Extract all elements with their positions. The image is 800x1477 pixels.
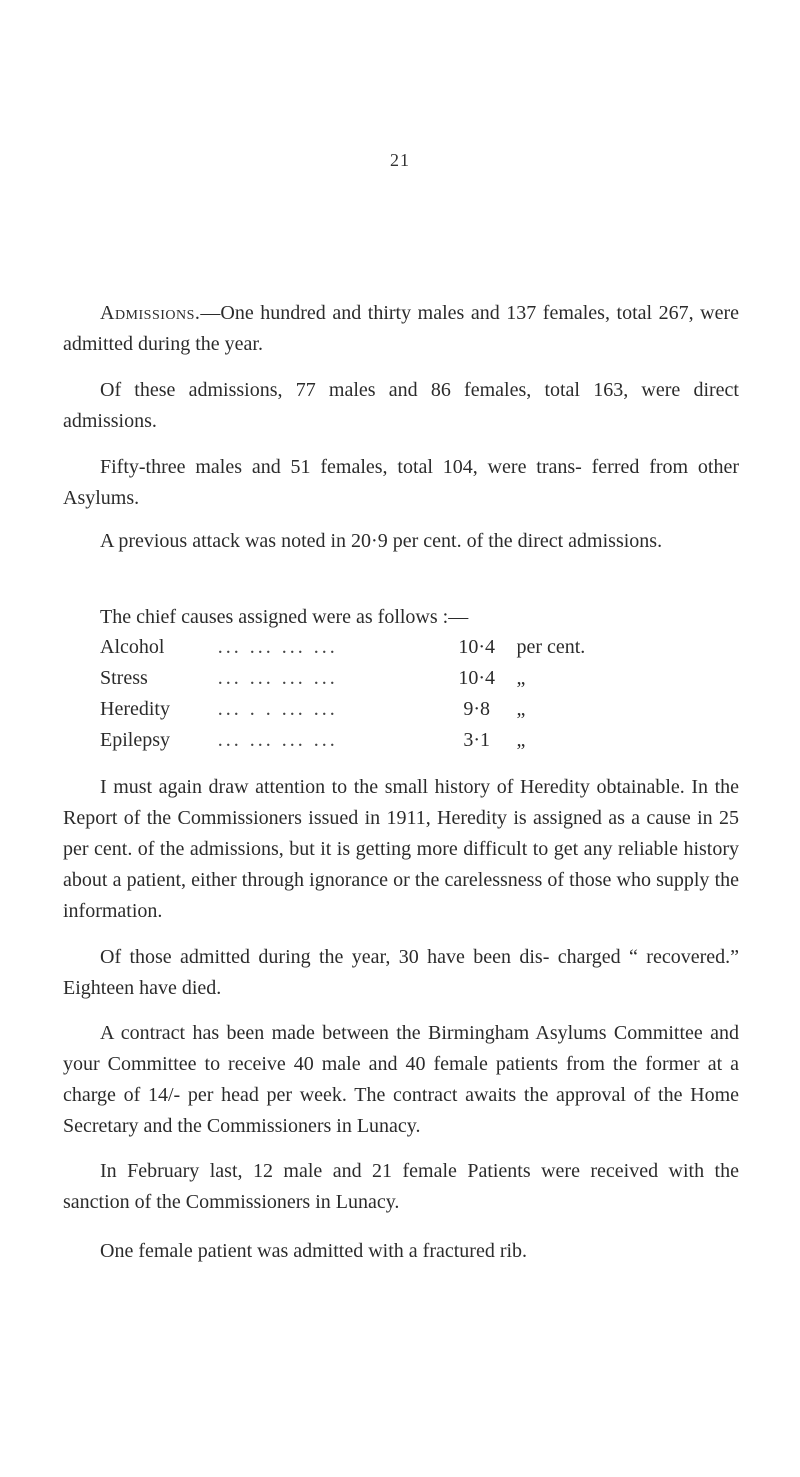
page-number: 21 [390, 150, 410, 170]
transferred-paragraph [63, 452, 739, 514]
cause-name: Stress [100, 667, 148, 689]
cause-value: 10·4 [458, 636, 496, 658]
fractured-rib-paragraph [63, 1236, 739, 1267]
admissions-paragraph [63, 298, 739, 360]
previous-attack-paragraph [63, 526, 739, 557]
cause-unit: „ [516, 698, 526, 720]
table-row [100, 667, 660, 698]
leader-dots: ... . . ... ... [217, 698, 338, 720]
february-text: In February last, 12 male and 21 female Patients were received with the sanction of the Commissioners in Lunacy. [63, 1160, 739, 1213]
causes-intro-text: The chief causes assigned were as follows :— [100, 606, 469, 628]
transferred-text: Fifty-three males and 51 females, total 104, were trans- ferred from other Asylums. [63, 456, 739, 509]
contract-paragraph [63, 1018, 739, 1142]
admissions-text: —One hundred and thirty males and 137 females, total 267, were admitted during the year. [63, 302, 739, 355]
cause-name: Heredity [100, 698, 170, 720]
february-paragraph [63, 1156, 739, 1218]
heredity-note-text: I must again draw attention to the small history of Heredity obtainable. In the Report of the Commissioners issued in 1911, Heredity is assigned as a cause in 25 per cent. of the admissions, but it is getting more difficult to get any reliable history about a patient, either through ignorance or the carelessness of those who supply the information. [63, 776, 739, 922]
contract-text: A contract has been made between the Birmingham Asylums Committee and your Committee to receive 40 male and 40 female patients from the former at a charge of 14/- per head per week. The contract awaits the approval of the Home Secretary and the Commissioners in Lunacy. [63, 1022, 739, 1137]
table-row [100, 729, 660, 760]
cause-name: Alcohol [100, 636, 165, 658]
leader-dots: ... ... ... ... [217, 636, 338, 658]
fractured-rib-text: One female patient was admitted with a fractured rib. [100, 1240, 528, 1262]
previous-attack-text: A previous attack was noted in 20·9 per cent. of the direct admissions. [100, 530, 663, 552]
cause-value: 10·4 [458, 667, 496, 689]
causes-table [100, 636, 660, 760]
heredity-note-paragraph [63, 772, 739, 927]
cause-unit: per cent. [516, 636, 586, 658]
discharged-paragraph [63, 942, 739, 1004]
table-row [100, 698, 660, 729]
leader-dots: ... ... ... ... [217, 667, 338, 689]
cause-value: 3·1 [463, 729, 491, 751]
cause-unit: „ [516, 729, 526, 751]
causes-intro-paragraph [63, 602, 739, 633]
cause-name: Epilepsy [100, 729, 170, 751]
cause-unit: „ [516, 667, 526, 689]
direct-admissions-paragraph [63, 375, 739, 437]
cause-value: 9·8 [463, 698, 491, 720]
table-row [100, 636, 660, 667]
direct-admissions-text: Of these admissions, 77 males and 86 females, total 163, were direct admissions. [63, 379, 739, 432]
admissions-heading: Admissions. [100, 302, 201, 324]
leader-dots: ... ... ... ... [217, 729, 338, 751]
discharged-text: Of those admitted during the year, 30 have been dis- charged “ recovered.” Eighteen have died. [63, 946, 739, 999]
